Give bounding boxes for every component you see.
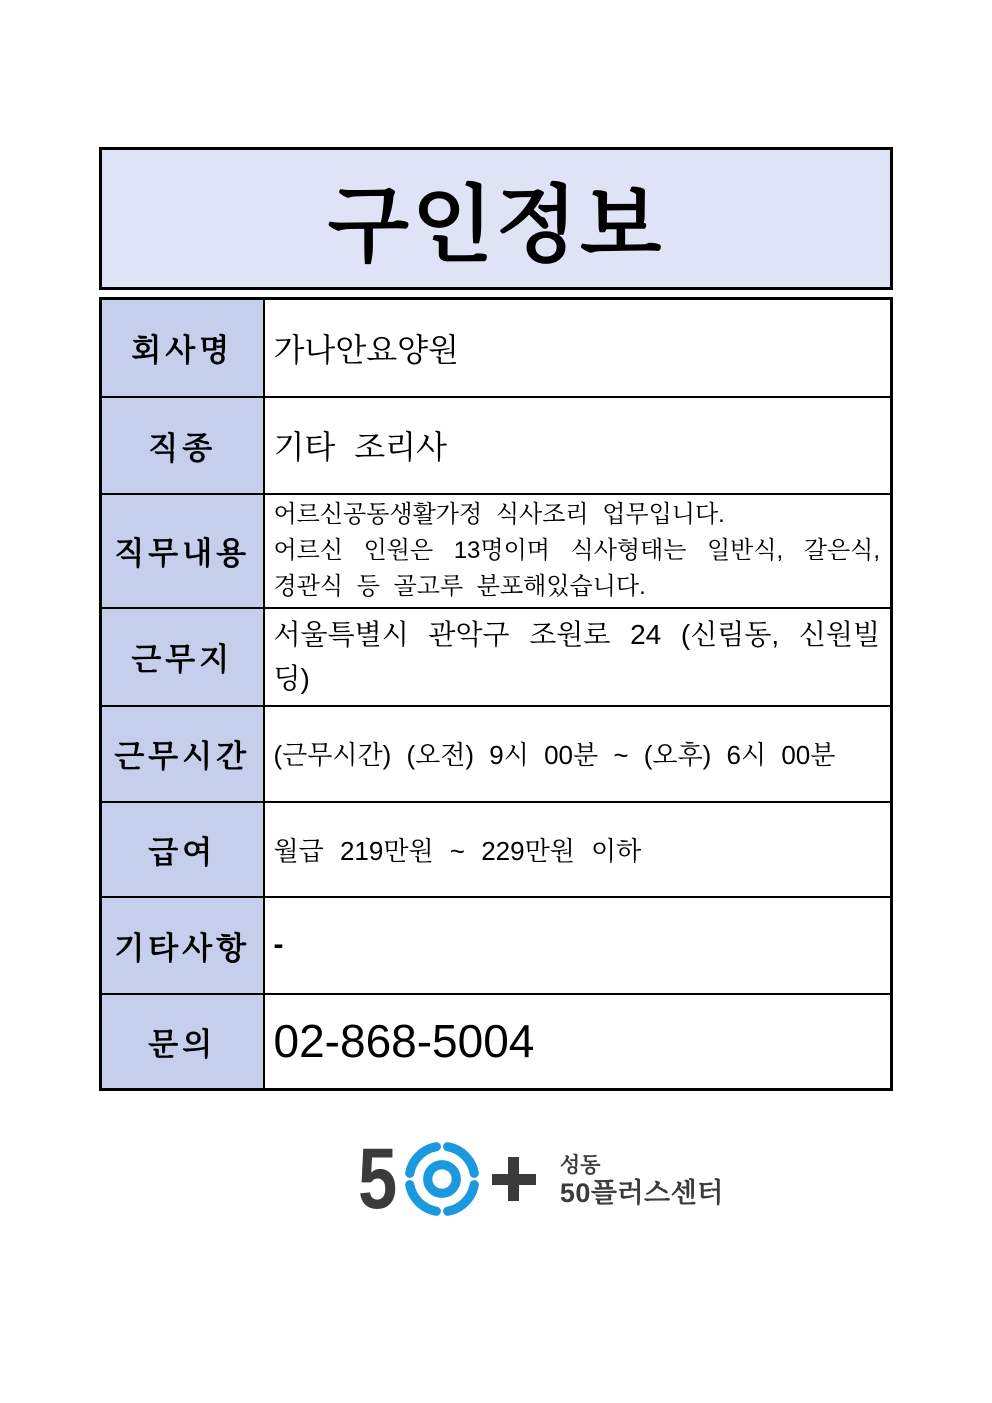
job-description-line: 어르신공동생활가정 식사조리 업무입니다.: [273, 500, 725, 528]
table-row-job-description: [101, 494, 892, 608]
row-value-contact: 02-868-5004: [264, 994, 892, 1090]
row-label-contact: 문의: [101, 994, 264, 1090]
row-value-workplace: [264, 608, 892, 706]
logo-org-district: 성동: [559, 1154, 601, 1177]
row-value-company: 가나안요양원: [264, 299, 892, 397]
row-label-workplace: 근무지: [101, 608, 264, 706]
row-value-salary: 월급 219만원 ~ 229만원 이하: [264, 802, 892, 897]
job-description-line: 어르신 인원은 13명이며 식사형태는 일반식, 갈은식,: [273, 536, 880, 564]
title-banner: [99, 147, 893, 290]
job-info-table: [99, 297, 893, 1091]
row-label-company: 회사명: [101, 299, 264, 397]
workplace-line: 서울특별시 관악구 조원로 24 (신림동, 신원빌: [273, 618, 880, 650]
workplace-line: 딩): [273, 662, 310, 694]
table-row-salary: [101, 802, 892, 897]
job-description-line: 경관식 등 골고루 분포해있습니다.: [273, 572, 646, 600]
row-value-job-description: [264, 494, 892, 608]
table-row-workplace: [101, 608, 892, 706]
row-value-workhours: (근무시간) (오전) 9시 00분 ~ (오후) 6시 00분: [264, 706, 892, 802]
row-label-salary: 급여: [101, 802, 264, 897]
table-row-workhours: [101, 706, 892, 802]
footer-logo: [358, 1131, 724, 1227]
table-row-etc: [101, 897, 892, 994]
table-row-contact: [101, 994, 892, 1090]
table-row-jobtype: [101, 397, 892, 494]
page-title: 구인정보: [327, 178, 665, 272]
plus-vertical-bar: [508, 1157, 519, 1201]
row-value-jobtype: 기타 조리사: [264, 397, 892, 494]
row-value-etc: -: [264, 897, 892, 994]
logo-org-center-name: 50플러스센터: [559, 1178, 724, 1208]
row-label-jobtype: 직종: [101, 397, 264, 494]
logo-numeral-5: 5: [358, 1131, 398, 1227]
row-label-etc: 기타사항: [101, 897, 264, 994]
fifty-plus-ring-icon: [400, 1137, 484, 1221]
table-row-company: [101, 299, 892, 397]
logo-text-column: [560, 1150, 724, 1208]
row-label-workhours: 근무시간: [101, 706, 264, 802]
row-label-job-description: 직무내용: [101, 494, 264, 608]
plus-icon: [492, 1157, 536, 1201]
